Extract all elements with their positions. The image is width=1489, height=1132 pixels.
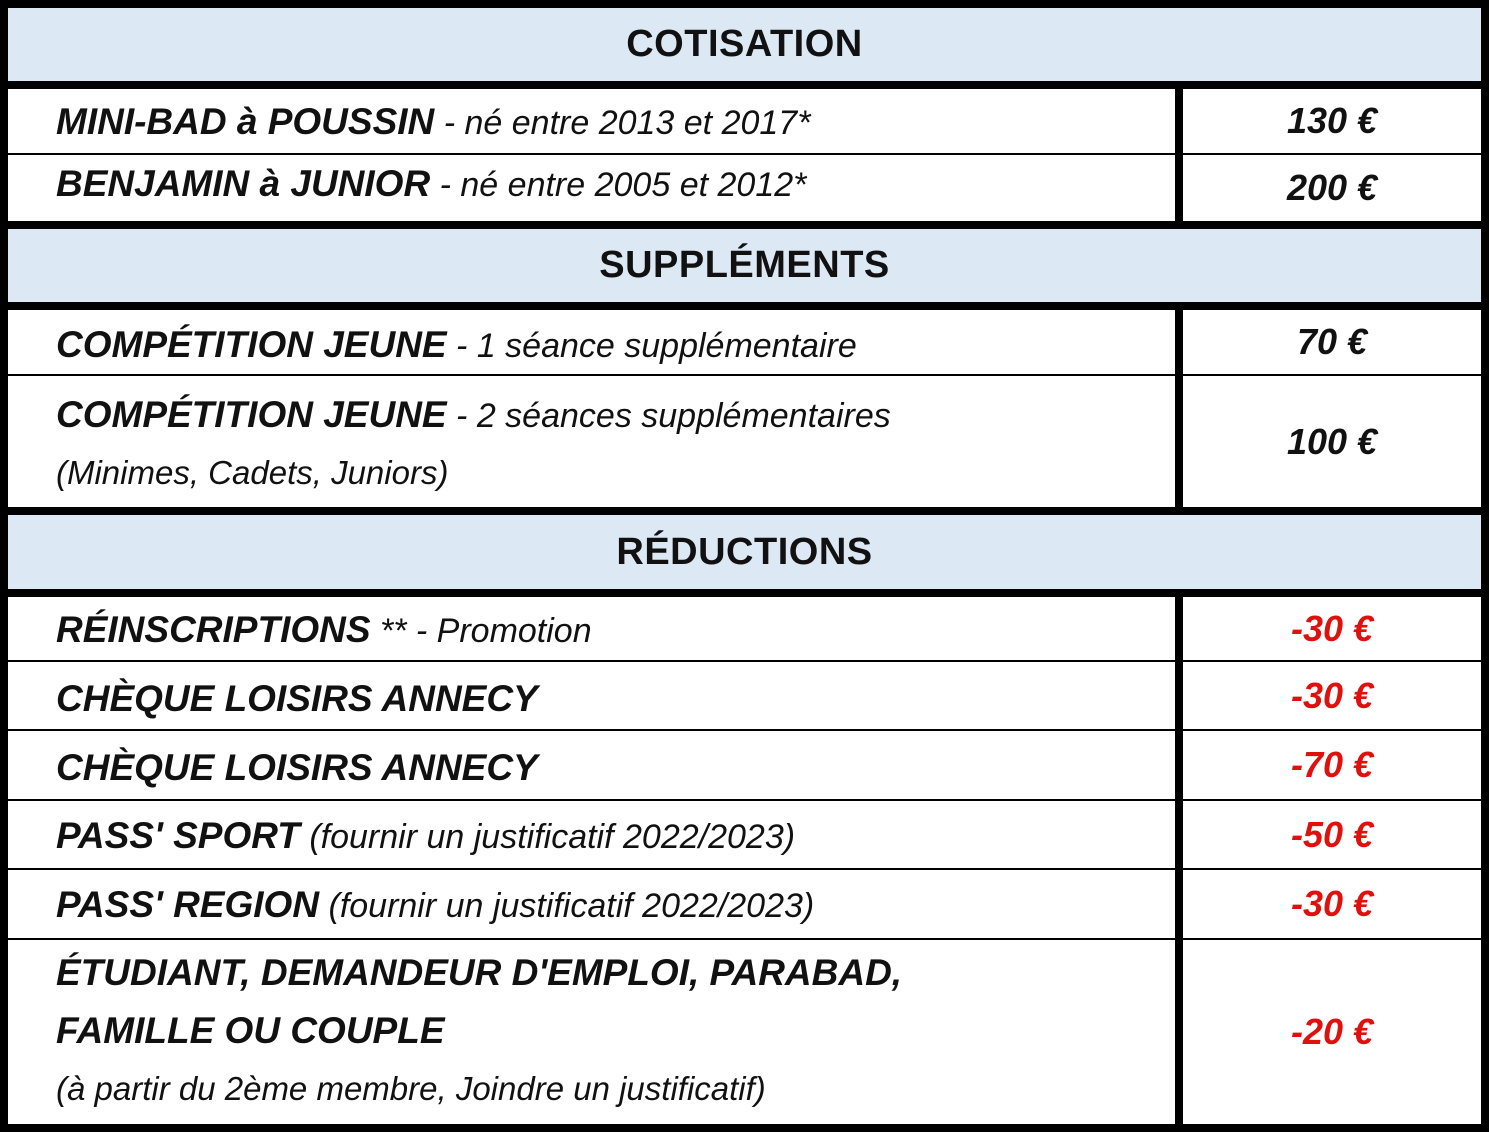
row-label: ÉTUDIANT, DEMANDEUR D'EMPLOI, PARABAD,: [56, 952, 903, 993]
section-header-reductions: [8, 515, 1481, 589]
row-price: 130 €: [1286, 100, 1378, 141]
row-note: (à partir du 2ème membre, Joindre un justificatif): [56, 1070, 766, 1107]
row-detail: - né entre 2013 et 2017*: [434, 104, 811, 142]
row-label: CHÈQUE LOISIRS ANNECY: [56, 678, 538, 719]
row-label: PASS' REGION: [56, 884, 320, 925]
table-row: [8, 310, 1481, 374]
section-header-cotisation: [8, 8, 1481, 81]
table-row: [8, 155, 1481, 221]
row-label-continued: FAMILLE OU COUPLE: [56, 1010, 445, 1051]
section-title: SUPPLÉMENTS: [599, 244, 890, 286]
row-price: 70 €: [1296, 321, 1368, 362]
table-row: [8, 870, 1481, 938]
row-price: -30 €: [1290, 883, 1374, 924]
row-price: -30 €: [1290, 607, 1374, 649]
table-row: [8, 89, 1481, 153]
row-label: PASS' SPORT: [56, 815, 300, 856]
row-price: -50 €: [1290, 813, 1374, 855]
row-detail: ** - Promotion: [370, 612, 592, 650]
row-price: -20 €: [1290, 1011, 1374, 1052]
table-row: [8, 801, 1481, 868]
row-label: BENJAMIN à JUNIOR: [56, 163, 431, 204]
table-row: [8, 731, 1481, 799]
row-price: 100 €: [1286, 420, 1378, 462]
row-label: CHÈQUE LOISIRS ANNECY: [56, 747, 538, 788]
table-row: [8, 597, 1481, 660]
section-title: RÉDUCTIONS: [616, 530, 873, 573]
row-detail: - 1 séance supplémentaire: [446, 327, 857, 365]
row-detail: - 2 séances supplémentaires: [446, 397, 891, 435]
row-price: -30 €: [1290, 674, 1374, 716]
table-row: [8, 376, 1481, 507]
row-label: COMPÉTITION JEUNE: [56, 324, 447, 365]
section-header-supplements: [8, 229, 1481, 302]
section-title: COTISATION: [626, 23, 863, 65]
row-detail: - né entre 2005 et 2012*: [430, 166, 807, 204]
row-detail: (fournir un justificatif 2022/2023): [299, 818, 796, 856]
row-label: COMPÉTITION JEUNE: [56, 394, 447, 435]
row-note: (Minimes, Cadets, Juniors): [56, 454, 449, 491]
row-label: RÉINSCRIPTIONS: [56, 609, 371, 650]
row-detail: (fournir un justificatif 2022/2023): [319, 887, 815, 925]
table-row: [8, 662, 1481, 729]
row-price: -70 €: [1290, 744, 1374, 785]
row-label: MINI-BAD à POUSSIN: [56, 101, 435, 142]
row-price: 200 €: [1286, 167, 1378, 208]
table-row: [8, 940, 1481, 1124]
